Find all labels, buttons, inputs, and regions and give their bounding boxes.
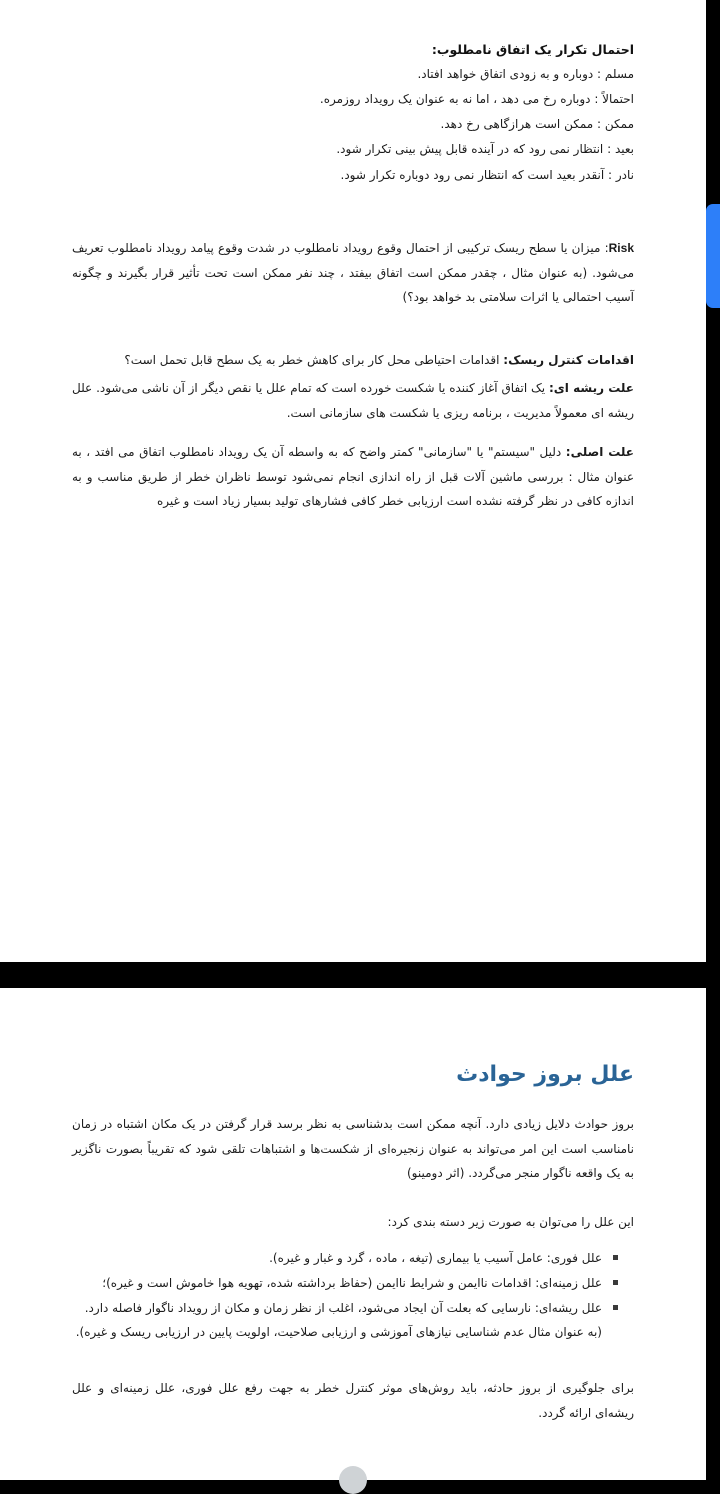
prevention-paragraph: برای جلوگیری از بروز حادثه، باید روش‌های موثر کنترل خطر به جهت رفع علل فوری، علل زمینه‌ای و علل ریشه‌ای ارائه گردد. bbox=[72, 1381, 634, 1420]
accident-causes-intro-paragraph: بروز حوادث دلایل زیادی دارد. آنچه ممکن است بدشناسی به نظر برسد قرار گرفتن در یک مکان اشتباه در زمان نامناسب است این امر می‌تواند به عنوان زنجیره‌ای از شکست‌ها و اشتباهات تلقی شود که تقریباً بصورت ناگزیر به یک واقعه ناگوار منجر می‌گردد. (اثر دومینو) bbox=[72, 1117, 634, 1181]
list-item bbox=[72, 1296, 618, 1344]
scrollbar-thumb[interactable] bbox=[706, 204, 720, 308]
main-cause-text: دلیل "سیستم" یا "سازمانی" کمتر واضح که به واسطه آن یک رویداد نامطلوب اتفاق می افتد ، به عنوان مثال : بررسی ماشین آلات قبل از راه اندازی انجام نمی‌شود توسط ناظران خطر از طریق مناسب و به اندازه کافی در نظر گرفته نشده است ارزیابی خطر کافی فشارهای تولید بسیار زیاد است و غیره bbox=[72, 445, 634, 509]
definition-line-text: مسلم : دوباره و به زودی اتفاق خواهد افتاد. bbox=[417, 66, 634, 81]
square-bullet-icon bbox=[613, 1280, 618, 1285]
definition-line bbox=[72, 87, 634, 112]
definition-line bbox=[72, 163, 634, 188]
list-item-label: علل زمینه‌ای: اقدامات ناایمن و شرایط ناایمن (حفاظ برداشته شده، تهویه هوا خاموش است و غیره)؛ bbox=[102, 1276, 602, 1290]
square-bullet-icon bbox=[613, 1255, 618, 1260]
square-bullet-icon bbox=[613, 1305, 618, 1310]
list-item-sublabel: (به عنوان مثال عدم شناسایی نیازهای آموزشی و ارزیابی صلاحیت، اولویت پایین در ارزیابی ریسک و غیره). bbox=[75, 1325, 602, 1339]
main-cause-paragraph bbox=[72, 440, 634, 514]
root-cause-text: یک اتفاق آغاز کننده یا شکست خورده است که تمام علل یا نقص دیگر از آن ناشی می‌شود. علل ریشه ای معمولاً مدیریت ، برنامه ریزی یا شکست های سازمانی است. bbox=[72, 381, 634, 420]
categories-lead-in-paragraph: این علل را می‌توان به صورت زیر دسته بندی کرد: bbox=[387, 1215, 634, 1229]
root-cause-label: علت ریشه ای: bbox=[548, 381, 634, 395]
definition-line-text: بعید : انتظار نمی رود که در آینده قابل پیش بینی تکرار شود. bbox=[336, 142, 634, 157]
page-title: علل بروز حوادث bbox=[456, 1062, 634, 1087]
risk-control-paragraph bbox=[72, 348, 634, 373]
list-item bbox=[72, 1246, 618, 1270]
main-cause-label: علت اصلی: bbox=[565, 445, 634, 459]
definition-line bbox=[72, 62, 634, 87]
risk-definition-paragraph bbox=[72, 236, 634, 310]
bottom-circle-decoration bbox=[339, 1466, 367, 1494]
risk-control-text: اقدامات احتیاطی محل کار برای کاهش خطر به یک سطح قابل تحمل است؟ bbox=[124, 353, 504, 367]
document-page-2 bbox=[0, 988, 706, 1480]
list-item bbox=[72, 1271, 618, 1295]
cause-categories-list bbox=[72, 1246, 618, 1345]
definition-line-text: احتمالاً : دوباره رخ می دهد ، اما نه به عنوان یک رویداد روزمره. bbox=[319, 91, 634, 106]
list-item-label: علل ریشه‌ای: نارسایی که بعلت آن ایجاد می‌شود، اغلب از نظر زمان و مکان از رویداد ناگوار فاصله دارد. bbox=[84, 1301, 602, 1315]
list-item-label: علل فوری: عامل آسیب یا بیماری (تیغه ، ماده ، گرد و غبار و غیره). bbox=[269, 1251, 602, 1265]
definition-line-text: ممکن : ممکن است هرازگاهی رخ دهد. bbox=[440, 117, 634, 132]
definition-line bbox=[72, 112, 634, 137]
root-cause-paragraph bbox=[72, 376, 634, 425]
definition-line-text: نادر : آنقدر بعید است که انتظار نمی رود دوباره تکرار شود. bbox=[340, 167, 634, 182]
probability-definition-heading: احتمال تکرار یک اتفاق نامطلوب: bbox=[431, 42, 634, 57]
risk-term-label: Risk bbox=[608, 241, 634, 255]
risk-definition-text: : میزان یا سطح ریسک ترکیبی از احتمال وقوع رویداد نامطلوب در شدت وقوع پیامد رویداد نامطلوب تعریف می‌شود. (به عنوان مثال ، چقدر ممکن است اتفاق بیفتد ، چند نفر ممکن است تحت تأثیر قرار بگیرند و چگونه آسیب احتمالی یا اثرات سلامتی بد خواهد بود؟) bbox=[72, 241, 634, 305]
probability-definition-block bbox=[72, 38, 634, 188]
definition-line bbox=[72, 137, 634, 162]
risk-control-label: اقدامات کنترل ریسک: bbox=[503, 353, 634, 367]
